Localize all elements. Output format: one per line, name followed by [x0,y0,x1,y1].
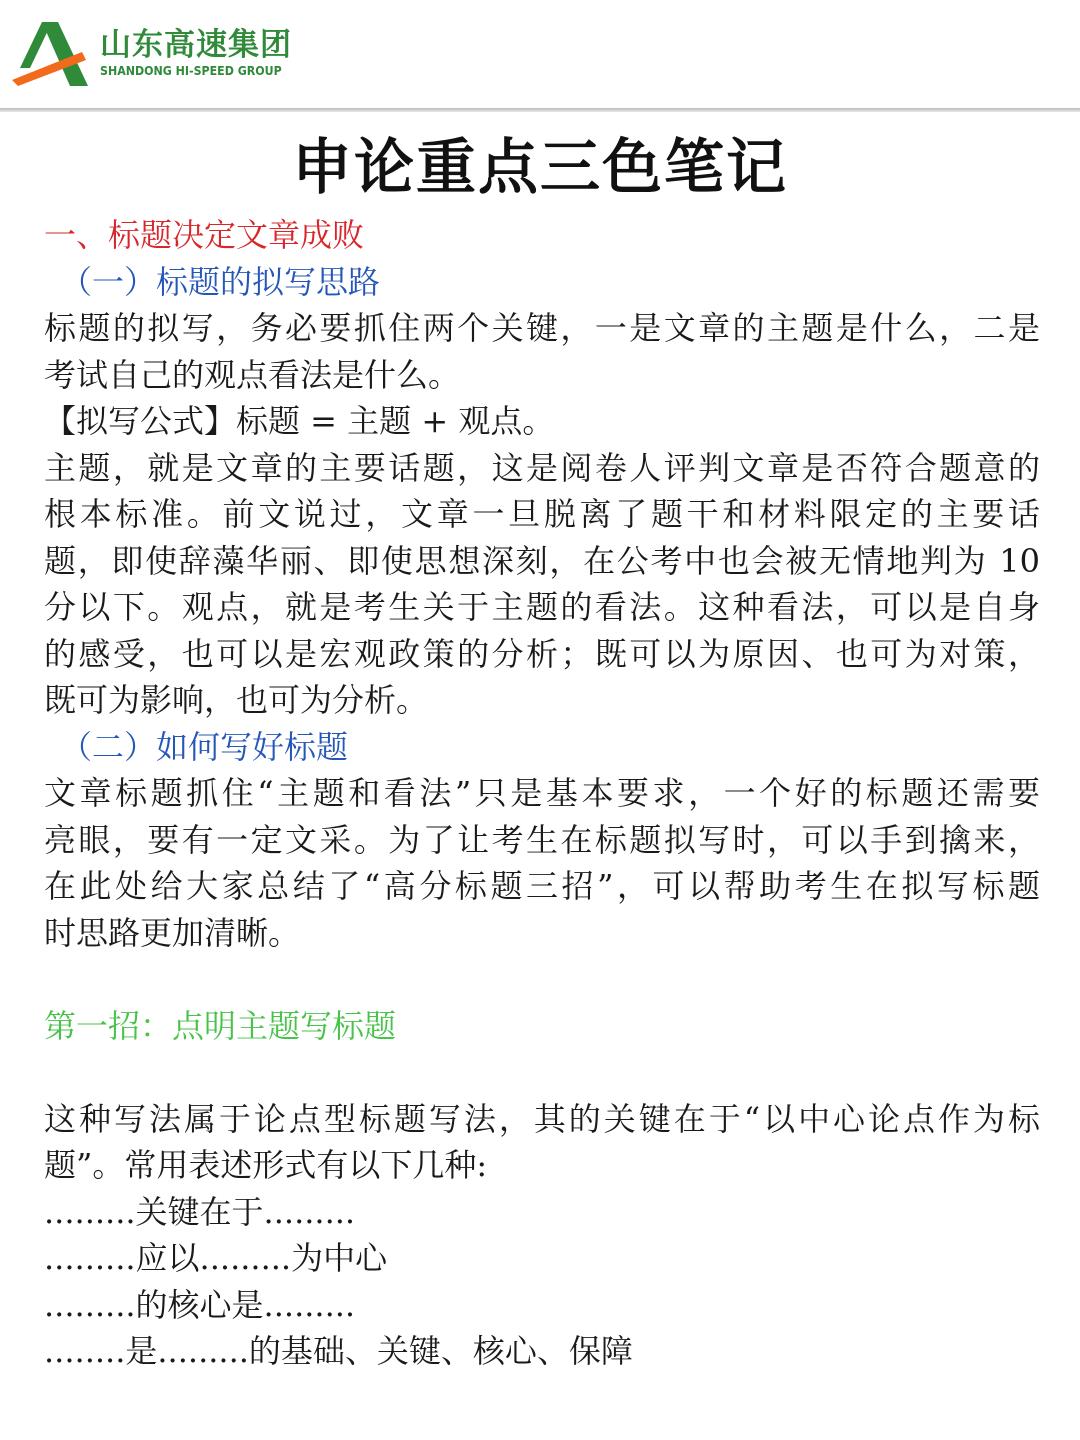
pattern-line: .........关键在于......... [44,1192,356,1231]
paragraph-line: 在此处给大家总结了“高分标题三招”，可以帮助考生在拟写标题 [44,867,1040,905]
paragraph-line: 时思路更加清晰。 [44,913,301,952]
paragraph-line: 分以下。观点，就是考生关于主题的看法。这种看法，可以是自身 [44,588,1040,626]
pattern-line: .........应以.........为中心 [44,1239,388,1277]
pattern-line: ........是.........的基础、关键、核心、保障 [44,1332,633,1370]
pattern-line: .........的核心是......... [44,1285,356,1324]
article-body [44,212,1040,1375]
header [0,0,1080,110]
page-title: 申论重点三色笔记 [292,133,788,203]
move-heading-1: 第一招：点明主题写标题 [44,1006,397,1045]
paragraph-line: 的感受，也可以是宏观政策的分析；既可以为原因、也可为对策， [44,634,1040,673]
formula-line: 【拟写公式】标题 = 主题 + 观点。 [44,402,555,440]
paragraph-line: 亮眼，要有一定文采。为了让考生在标题拟写时，可以手到擒来， [44,820,1040,859]
shandong-hispeed-logo-icon [12,22,96,86]
paragraph-line: 这种写法属于论点型标题写法，其的关键在于“以中心论点作为标 [44,1099,1040,1138]
subsection-heading-2: （二）如何写好标题 [60,727,349,766]
paragraph-line: 题”。常用表述形式有以下几种: [44,1146,488,1184]
header-divider [0,108,1080,112]
paragraph-line: 既可为影响，也可为分析。 [44,681,429,719]
section-heading-1: 一、标题决定文章成败 [44,216,365,254]
logo-english-name: SHANDONG HI-SPEED GROUP [100,64,282,78]
paragraph-line: 考试自己的观点看法是什么。 [44,355,461,394]
spacer [44,1049,1040,1096]
paragraph-line: 根本标准。前文说过，文章一旦脱离了题干和材料限定的主要话 [44,495,1040,533]
paragraph-line: 题，即使辞藻华丽、即使思想深刻，在公考中也会被无情地判为 10 [44,541,1040,580]
logo-chinese-name: 山东高速集团 [100,27,292,63]
paragraph-line: 文章标题抓住“主题和看法”只是基本要求，一个好的标题还需要 [44,774,1040,812]
paragraph-line: 主题，就是文章的主要话题，这是阅卷人评判文章是否符合题意的 [44,448,1040,487]
paragraph-line: 标题的拟写，务必要抓住两个关键，一是文章的主题是什么，二是 [44,309,1040,347]
spacer [44,956,1040,1003]
subsection-heading-1: （一）标题的拟写思路 [60,262,381,301]
